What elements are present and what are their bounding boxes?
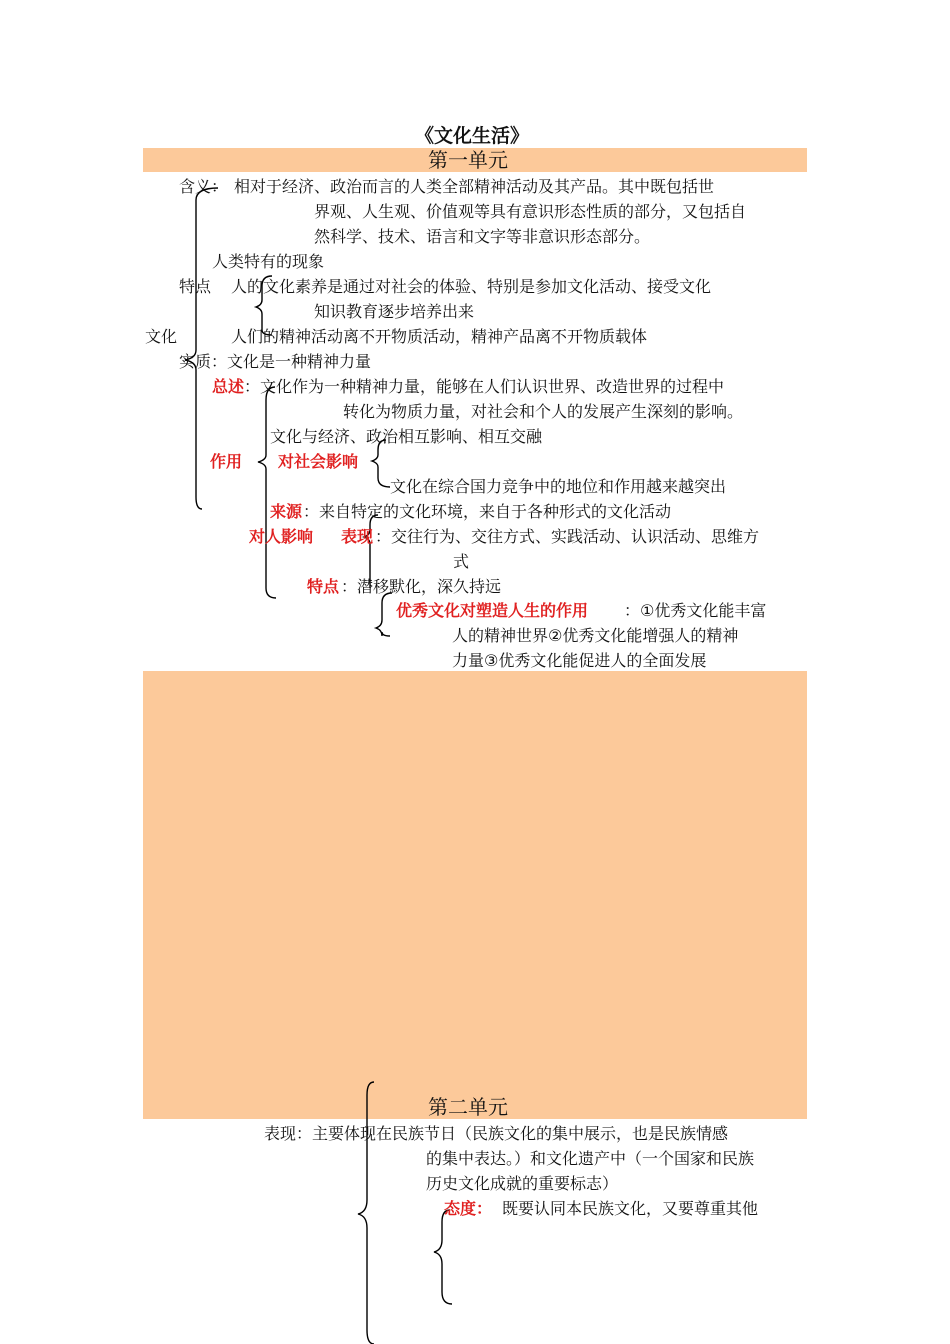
expression-line-2: 式 [453, 552, 470, 571]
excellent-line-2: 人的精神世界②优秀文化能增强人的精神 [452, 626, 739, 645]
feature-item-1: 人类特有的现象 [212, 252, 325, 271]
summary-line-2: 转化为物质力量，对社会和个人的发展产生深刻的影响。 [343, 402, 744, 421]
summary-line-1: ：文化作为一种精神力量，能够在人们认识世界、改造世界的过程中 [244, 377, 725, 396]
meaning-line-2: 界观、人生观、价值观等具有意识形态性质的部分，又包括自 [314, 202, 747, 221]
source-label: 来源 [270, 502, 303, 521]
expression-label: 表现 [341, 527, 374, 546]
meaning-label: 含义： [179, 177, 228, 196]
unit1-heading: 第一单元 [428, 148, 508, 172]
trait-text: ：潜移默化，深久持远 [341, 577, 502, 596]
unit2-expression-line-2: 的集中表达。）和文化遗产中（一个国家和民族 [426, 1149, 755, 1168]
attitude-text: 既要认同本民族文化，又要尊重其他 [502, 1199, 759, 1218]
meaning-line-1: 相对于经济、政治而言的人类全部精神活动及其产品。其中既包括世 [234, 177, 715, 196]
unit2-expression-line-3: 历史文化成就的重要标志） [426, 1174, 619, 1193]
feature-label: 特点 [179, 277, 212, 296]
society-item-2: 文化在综合国力竞争中的地位和作用越来越突出 [390, 477, 727, 496]
attitude-label: 态度： [444, 1199, 493, 1218]
source-text: ：来自特定的文化环境，来自于各种形式的文化活动 [303, 502, 672, 521]
feature-item-3: 人们的精神活动离不开物质活动，精神产品离不开物质载体 [231, 327, 648, 346]
unit2-expression-line-1: 表现：主要体现在民族节日（民族文化的集中展示，也是民族情感 [264, 1124, 729, 1143]
expression-line-1: ：交往行为、交往方式、实践活动、认识活动、思维方 [375, 527, 760, 546]
brace-attitude [434, 1210, 452, 1304]
feature-item-2-cont: 知识教育逐步培养出来 [314, 302, 475, 321]
brace-effect [258, 387, 276, 598]
meaning-line-3: 然科学、技术、语言和文字等非意识形态部分。 [314, 227, 651, 246]
unit2-heading: 第二单元 [428, 1095, 508, 1119]
trait-label: 特点 [307, 577, 340, 596]
feature-item-2: 人的文化素养是通过对社会的体验、特别是参加文化活动、接受文化 [231, 277, 712, 296]
essence-text: 实质：文化是一种精神力量 [179, 352, 372, 371]
excellent-line-1: ：①优秀文化能丰富 [624, 601, 767, 620]
blank-orange-area [143, 671, 807, 1119]
excellent-label: 优秀文化对塑造人生的作用 [396, 601, 589, 620]
effect-label: 作用 [210, 452, 243, 471]
brace-society [372, 440, 390, 487]
brace-unit2 [358, 1082, 374, 1344]
society-item-1: 文化与经济、政治相互影响、相互交融 [270, 427, 543, 446]
person-label: 对人影响 [249, 527, 314, 546]
excellent-line-3: 力量③优秀文化能促进人的全面发展 [452, 651, 707, 670]
culture-label: 文化 [145, 327, 178, 346]
document-title: 《文化生活》 [415, 125, 530, 147]
society-label: 对社会影响 [278, 452, 359, 471]
summary-label: 总述 [212, 377, 245, 396]
brace-trait [376, 593, 392, 636]
